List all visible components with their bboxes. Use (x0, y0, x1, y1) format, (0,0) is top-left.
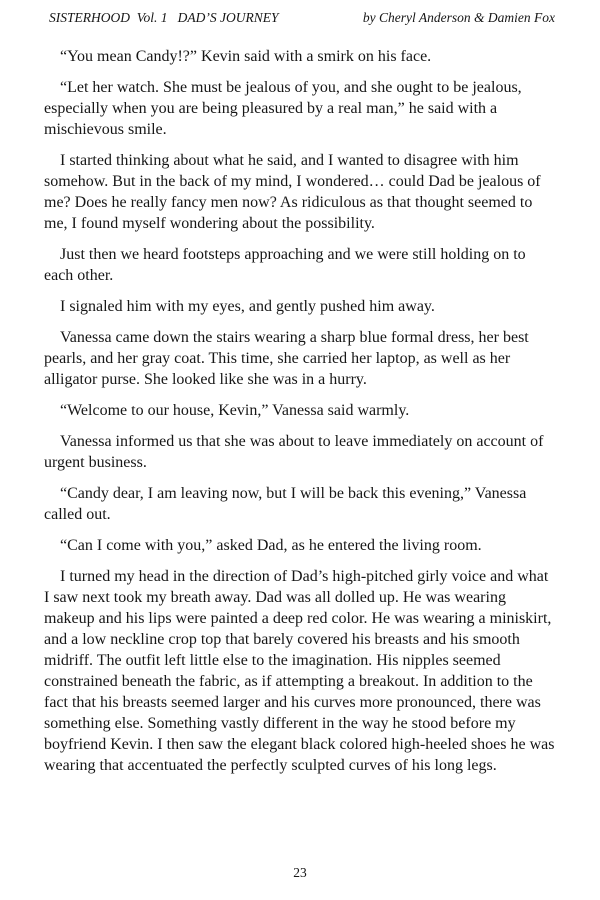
paragraph: I started thinking about what he said, and I wanted to disagree with him somehow. But in the back of my mind, I wondered… could Dad be jealous of me? Does he really fancy men now? As ridiculous as that thought seemed to me, I found myself wondering about the possibility. (44, 152, 541, 232)
paragraph: Vanessa informed us that she was about to leave immediately on account of urgent business. (44, 433, 544, 471)
paragraph: I turned my head in the direction of Dad’s high-pitched girly voice and what I saw next took my breath away. Dad was all dolled up. He was wearing makeup and his lips were painted a deep red color. He was wearing a miniskirt, and a low neckline crop top that barely covered his breasts and his smooth midriff. The outfit left little else to the imagination. His nipples seemed constrained beneath the fabric, as if attempting a breakout. In addition to the fact that his breasts seemed larger and his curves more pronounced, there was something else. Something vastly different in the way he stood before my boyfriend Kevin. I then saw the elegant black colored high-heeled shoes he was wearing that accentuated the perfectly sculpted curves of his long legs. (44, 568, 555, 774)
paragraph: “Can I come with you,” asked Dad, as he entered the living room. (60, 537, 482, 554)
paragraph: “Welcome to our house, Kevin,” Vanessa said warmly. (60, 402, 410, 419)
header-byline: by Cheryl Anderson & Damien Fox (362, 10, 555, 25)
paragraph: Just then we heard footsteps approaching and we were still holding on to each other. (44, 246, 526, 284)
page-number: 23 (293, 865, 307, 880)
paragraph: Vanessa came down the stairs wearing a sharp blue formal dress, her best pearls, and her gray coat. This time, she carried her laptop, as well as her alligator purse. She looked like she was in a hurry. (44, 329, 529, 388)
paragraph: “You mean Candy!?” Kevin said with a smirk on his face. (60, 48, 432, 65)
paragraph: I signaled him with my eyes, and gently pushed him away. (60, 298, 435, 315)
page-header (44, 9, 557, 26)
paragraph: “Let her watch. She must be jealous of you, and she ought to be jealous, especially when you are being pleasured by a real man,” he said with a mischievous smile. (44, 79, 522, 138)
header-title: SISTERHOOD Vol. 1 DAD’S JOURNEY (49, 10, 279, 25)
paragraph: “Candy dear, I am leaving now, but I will be back this evening,” Vanessa called out. (44, 485, 527, 523)
page-footer (0, 865, 600, 880)
page-body (44, 46, 557, 776)
